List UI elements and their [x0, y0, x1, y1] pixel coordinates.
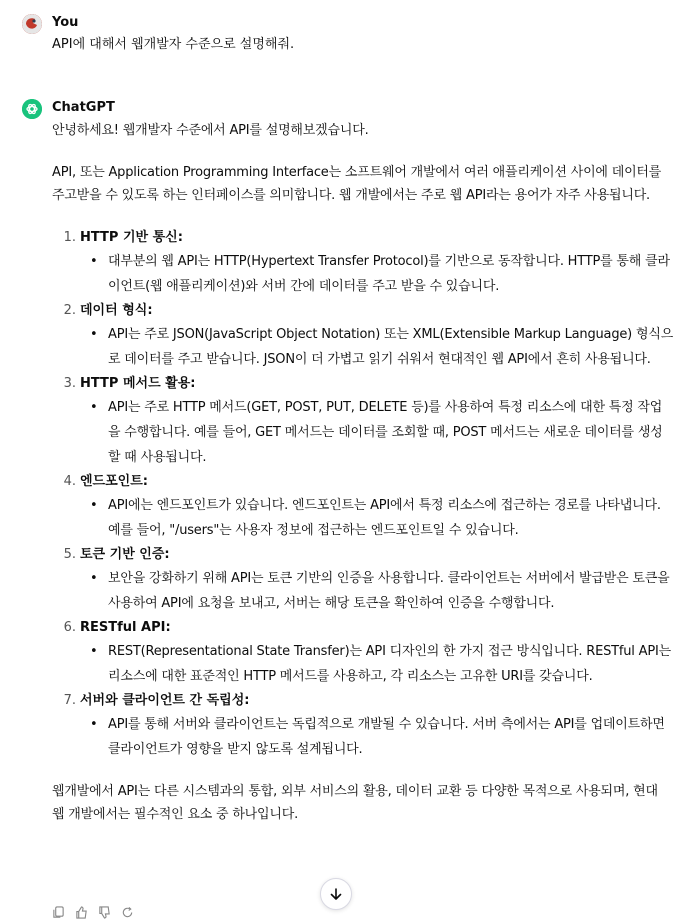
assistant-author-name: ChatGPT — [52, 100, 115, 115]
step-detail-text: API에는 엔드포인트가 있습니다. 엔드포인트는 API에서 특정 리소스에 접근하는 경로를 나타냅니다. 예를 들어, "/users"는 사용자 정보에 접근하는 엔드포인트일 수 있습니다. — [108, 498, 661, 538]
user-avatar — [22, 14, 42, 34]
bullet-icon: • — [90, 717, 98, 732]
openai-logo-icon — [22, 99, 42, 119]
greeting-paragraph: 안녕하세요! 웹개발자 수준에서 API를 설명해보겠습니다. — [52, 123, 369, 138]
regenerate-icon[interactable] — [121, 906, 134, 919]
step-title: 토큰 기반 인증: — [80, 547, 170, 562]
step-title: RESTful API: — [80, 620, 171, 635]
bullet-icon: • — [90, 400, 98, 415]
steps-list — [52, 226, 674, 762]
step-detail — [80, 639, 674, 689]
scroll-to-bottom-button[interactable] — [320, 878, 352, 910]
step-title: 서버와 클라이언트 간 독립성: — [80, 693, 250, 708]
step-item — [52, 470, 674, 543]
step-title: HTTP 메서드 활용: — [80, 376, 196, 391]
message-actions — [52, 906, 134, 919]
step-item — [52, 299, 674, 372]
step-detail-text: API를 통해 서버와 클라이언트는 독립적으로 개발될 수 있습니다. 서버 측에서는 API를 업데이트하면 클라이언트가 영향을 받지 않도록 설계됩니다. — [108, 717, 665, 757]
user-message — [22, 12, 674, 62]
step-item — [52, 616, 674, 689]
step-detail — [80, 566, 674, 616]
step-detail-text: 보안을 강화하기 위해 API는 토큰 기반의 인증을 사용합니다. 클라이언트는 서버에서 발급받은 토큰을 사용하여 API에 요청을 보내고, 서버는 해당 토큰을 확인하여 인증을 수행합니다. — [108, 571, 670, 611]
bullet-icon: • — [90, 644, 98, 659]
step-detail-text: REST(Representational State Transfer)는 API 디자인의 한 가지 접근 방식입니다. RESTful API는 리소스에 대한 표준적인 HTTP 메서드를 사용하고, 각 리소스는 고유한 URI를 갖습니다. — [108, 644, 671, 684]
bullet-icon: • — [90, 327, 98, 342]
step-detail — [80, 493, 674, 543]
step-item — [52, 543, 674, 616]
arrow-down-icon — [329, 887, 343, 901]
step-title: HTTP 기반 통신: — [80, 230, 183, 245]
step-title: 엔드포인트: — [80, 474, 148, 489]
step-number: 1. — [63, 230, 76, 245]
assistant-message — [22, 97, 674, 897]
step-title: 데이터 형식: — [80, 303, 153, 318]
intro-paragraph: API, 또는 Application Programming Interface는 소프트웨어 개발에서 여러 애플리케이션 사이에 데이터를 주고받을 수 있도록 하는 인터페이스를 의미합니다. 웹 개발에서는 주로 웹 API라는 용어가 자주 사용됩니다. — [52, 165, 662, 203]
step-detail-text: 대부분의 웹 API는 HTTP(Hypertext Transfer Protocol)를 기반으로 동작합니다. HTTP를 통해 클라이언트(웹 애플리케이션)와 서버 간에 데이터를 주고 받을 수 있습니다. — [108, 254, 670, 294]
step-detail-text: API는 주로 JSON(JavaScript Object Notation) 또는 XML(Extensible Markup Language) 형식으로 데이터를 주고 받습니다. JSON이 더 가볍고 읽기 쉬워서 현대적인 웹 API에서 흔히 사용됩니다. — [108, 327, 674, 367]
step-number: 6. — [63, 620, 76, 635]
step-number: 7. — [63, 693, 76, 708]
bullet-icon: • — [90, 254, 98, 269]
step-item — [52, 372, 674, 470]
thumbs-up-icon[interactable] — [75, 906, 88, 919]
step-number: 3. — [63, 376, 76, 391]
chatgpt-avatar — [22, 99, 42, 119]
step-number: 2. — [63, 303, 76, 318]
copy-icon[interactable] — [52, 906, 65, 919]
thumbs-down-icon[interactable] — [98, 906, 111, 919]
user-avatar-image — [22, 14, 42, 34]
step-item — [52, 689, 674, 762]
step-detail-text: API는 주로 HTTP 메서드(GET, POST, PUT, DELETE 등)를 사용하여 특정 리소스에 대한 특정 작업을 수행합니다. 예를 들어, GET 메서드는 데이터를 조회할 때, POST 메서드는 새로운 데이터를 생성할 때 사용됩니다. — [108, 400, 663, 465]
step-detail — [80, 712, 674, 762]
step-detail — [80, 322, 674, 372]
step-item — [52, 226, 674, 299]
step-detail — [80, 395, 674, 470]
bullet-icon: • — [90, 498, 98, 513]
step-number: 5. — [63, 547, 76, 562]
step-detail — [80, 249, 674, 299]
assistant-message-body — [52, 119, 674, 845]
user-author-name: You — [52, 15, 79, 30]
step-number: 4. — [63, 474, 76, 489]
user-message-text: API에 대해서 웹개발자 수준으로 설명해줘. — [52, 37, 295, 52]
bullet-icon: • — [90, 571, 98, 586]
conclusion-paragraph: 웹개발에서 API는 다른 시스템과의 통합, 외부 서비스의 활용, 데이터 교환 등 다양한 목적으로 사용되며, 현대 웹 개발에서는 필수적인 요소 중 하나입니다. — [52, 784, 658, 822]
